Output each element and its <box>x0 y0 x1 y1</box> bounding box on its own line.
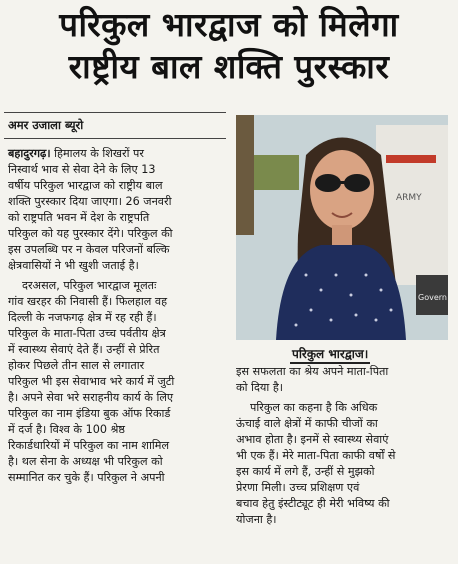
text-line: सम्मानित कर चुके हैं। परिकुल ने अपनी <box>8 471 165 484</box>
text-line: को राष्ट्रपति भवन में देश के राष्ट्रपति <box>8 211 150 224</box>
text-line: दरअसल, परिकुल भारद्वाज मूलतः <box>22 279 157 292</box>
divider <box>4 138 226 139</box>
text-line: में स्वास्थ्य सेवाएं देते हैं। उन्हीं से प्रेरित <box>8 343 160 356</box>
text-line: हिमालय के शिखरों पर <box>54 147 144 160</box>
portrait-illustration <box>236 115 448 340</box>
text-line: इस कार्य में लगे हैं, उन्हीं से मुझको <box>236 465 375 478</box>
text-line: इस उपलब्धि पर न केवल परिजनों बल्कि <box>8 243 170 256</box>
paragraph-2 <box>8 278 224 486</box>
text-line: दिल्ली के नजफगढ़ क्षेत्र में रह रही हैं। <box>8 311 157 324</box>
text-line: परिकुल का कहना है कि अधिक <box>250 401 378 414</box>
paragraph-4 <box>236 400 450 528</box>
text-line: परिकुल का नाम इंडिया बुक ऑफ रिकार्ड <box>8 407 171 420</box>
text-line: को दिया है। <box>236 381 284 394</box>
text-line: इस सफलता का श्रेय अपने माता-पिता <box>236 365 389 378</box>
text-line: ऊंचाई वाले क्षेत्रों में काफी चीजों का <box>236 417 378 430</box>
text-line: क्षेत्रवासियों ने भी खुशी जताई है। <box>8 259 139 272</box>
headline <box>0 4 458 88</box>
text-line: है। थल सेना के अध्यक्ष भी परिकुल को <box>8 455 163 468</box>
text-line: अभाव होता है। इनमें से स्वास्थ्य सेवाएं <box>236 433 389 446</box>
article-column-right <box>236 364 450 528</box>
text-line: परिकुल के माता-पिता उच्च पर्वतीय क्षेत्र <box>8 327 166 340</box>
text-line: है। अपने सेवा भरे सराहनीय कार्य के लिए <box>8 391 174 404</box>
text-line: में दर्ज है। विश्व के 100 श्रेष्ठ <box>8 423 125 436</box>
sign-army: ARMY <box>396 193 422 203</box>
byline: अमर उजाला ब्यूरो <box>8 118 84 132</box>
text-line: होकर पिछले तीन साल से लगातार <box>8 359 145 372</box>
headline-line-2: राष्ट्रीय बाल शक्ति पुरस्कार <box>68 47 390 86</box>
headline-line-1: परिकुल भारद्वाज को मिलेगा <box>59 5 399 44</box>
article-column-left <box>8 146 224 486</box>
sign-govern: Govern <box>418 293 447 302</box>
text-line: वर्षीय परिकुल भारद्वाज को राष्ट्रीय बाल <box>8 179 163 192</box>
text-line: निस्वार्थ भाव से सेवा देने के लिए 13 <box>8 163 156 176</box>
text-line: भी एक हैं। मेरे माता-पिता काफी वर्षों से <box>236 449 396 462</box>
text-line: परिकुल को यह पुरस्कार देंगे। परिकुल की <box>8 227 173 240</box>
text-line: बचाव हेतु इंस्टीट्यूट ही मेरी भविष्य की <box>236 497 390 510</box>
text-line: शक्ति पुरस्कार दिया जाएगा। 26 जनवरी <box>8 195 172 208</box>
text-line: गांव खरहर की निवासी हैं। फिलहाल वह <box>8 295 168 308</box>
text-line: प्रेरणा मिली। उच्च प्रशिक्षण एवं <box>236 481 360 494</box>
divider <box>4 112 226 113</box>
paragraph-1 <box>8 146 224 274</box>
text-line: योजना है। <box>236 513 277 526</box>
dateline: बहादुरगढ़। <box>8 147 51 160</box>
paragraph-3 <box>236 364 450 396</box>
photo-parikul <box>236 115 448 340</box>
text-line: रिकार्डधारियों में परिकुल का नाम शामिल <box>8 439 170 452</box>
photo-caption: परिकुल भारद्वाज। <box>290 345 370 364</box>
text-line: परिकुल भी इस सेवाभाव भरे कार्य में जुटी <box>8 375 175 388</box>
